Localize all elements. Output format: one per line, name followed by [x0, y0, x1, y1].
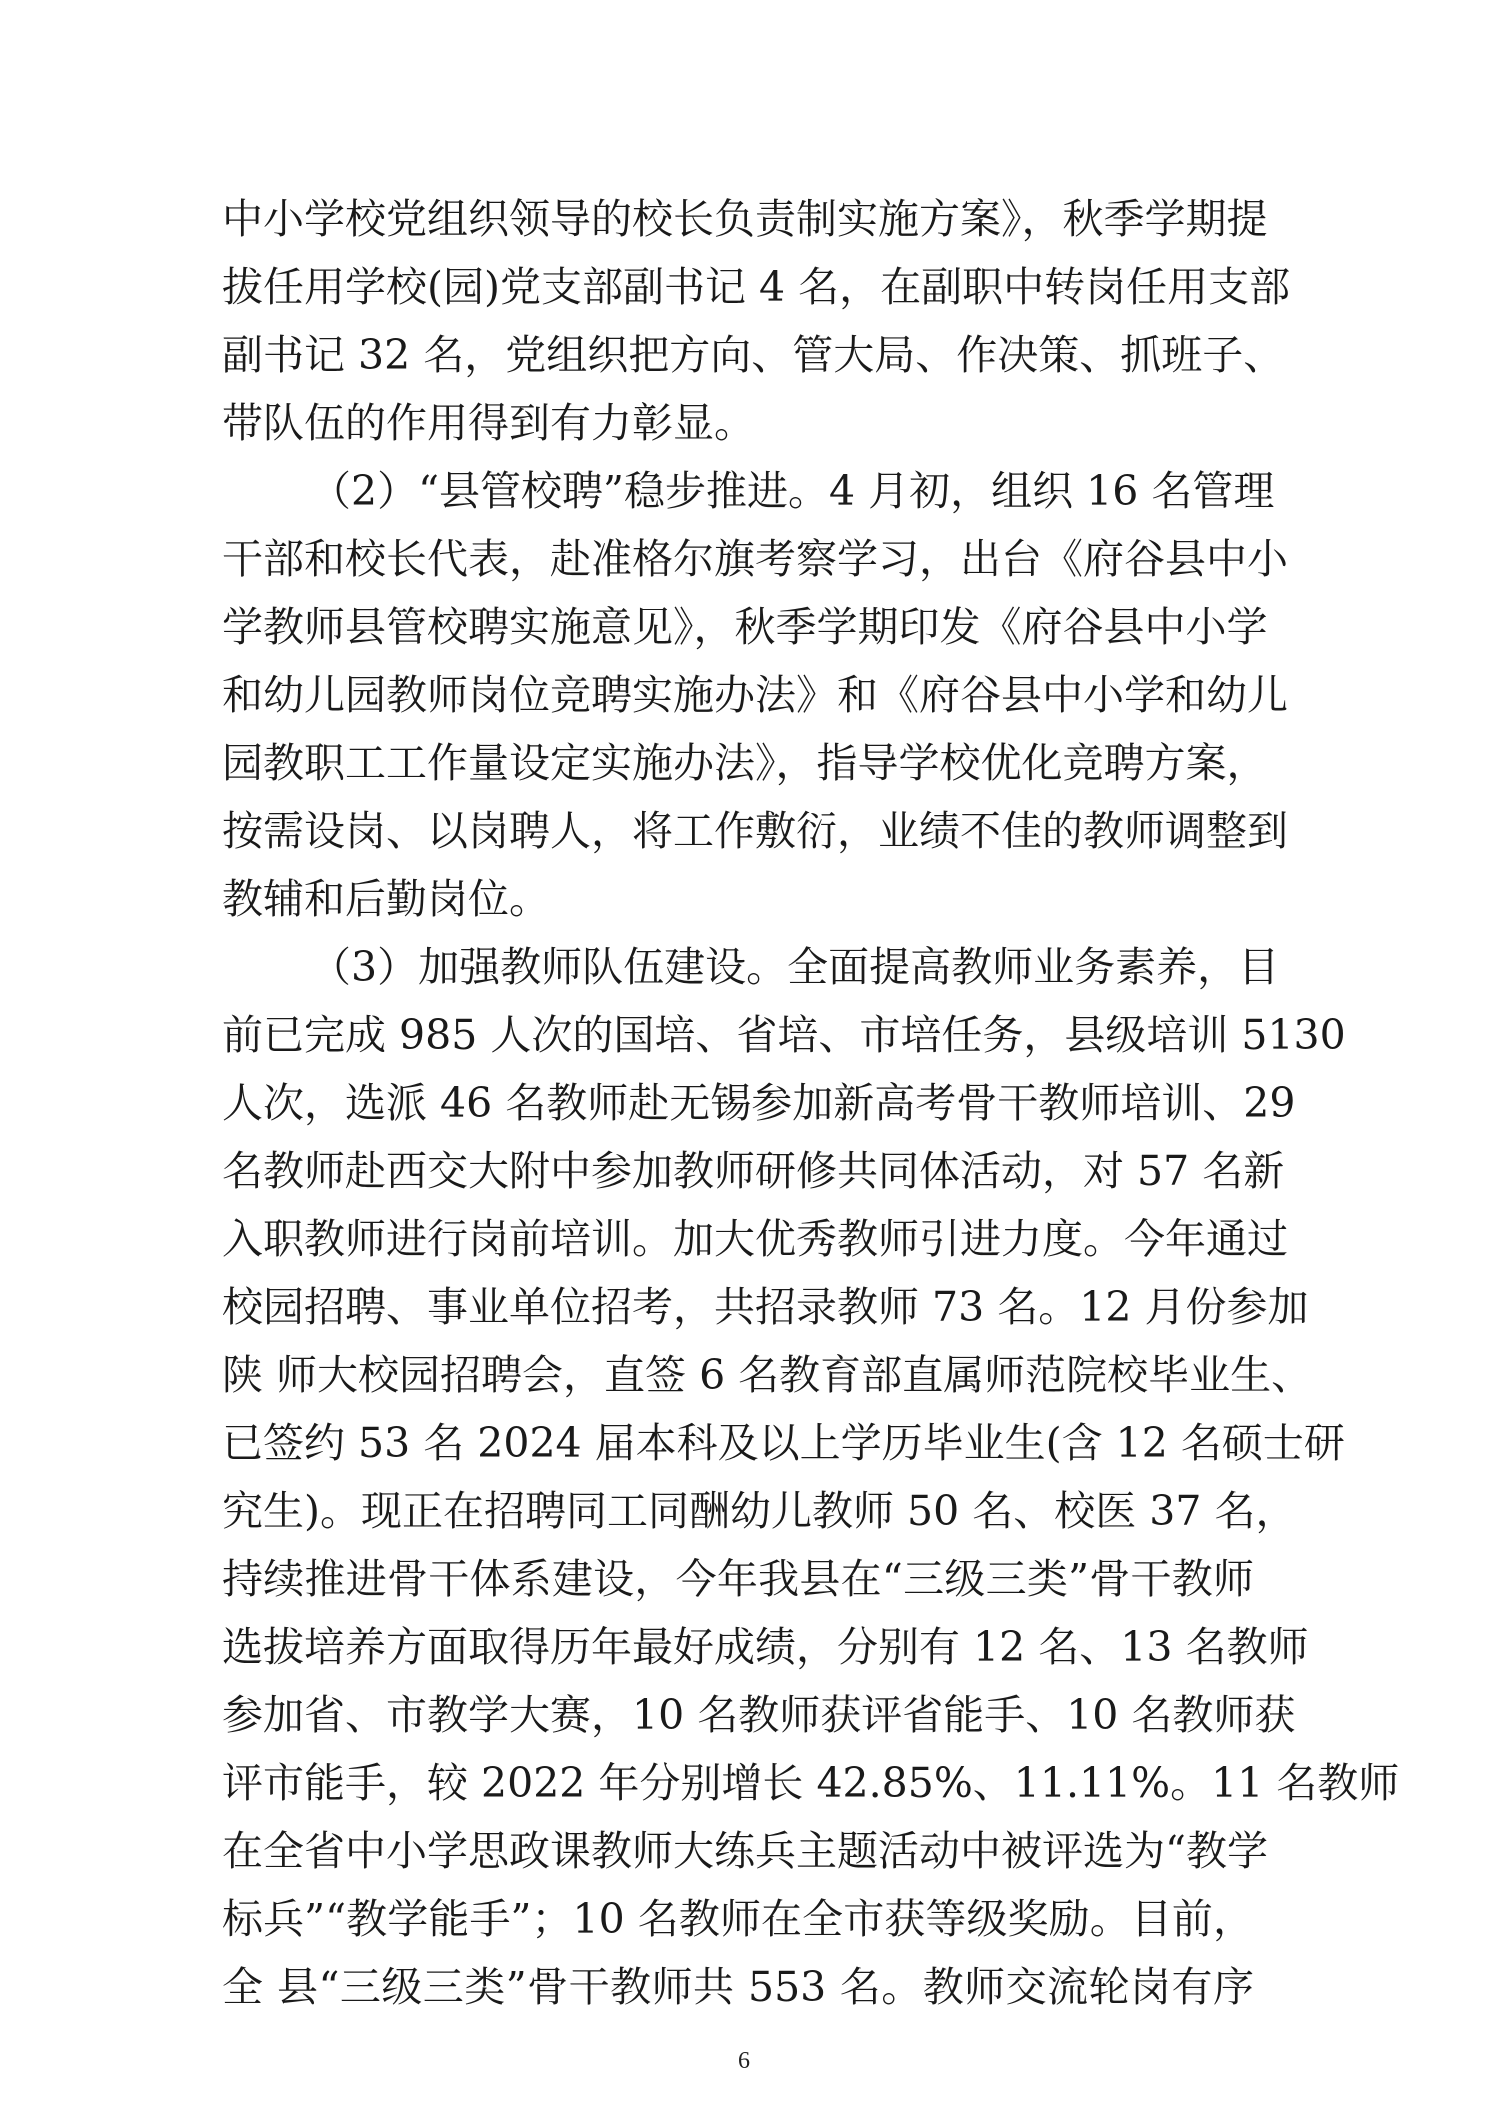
page-number: 6 — [738, 2048, 750, 2074]
paragraph-heading-line: （3）加强教师队伍建设。全面提高教师业务素养，目 — [310, 943, 1280, 991]
text-line: 人次，选派 46 名教师赴无锡参加新高考骨干教师培训、29 — [222, 1079, 1296, 1127]
text-line: 和幼儿园教师岗位竞聘实施办法》和《府谷县中小学和幼儿 — [222, 671, 1288, 719]
text-line: 拔任用学校(园)党支部副书记 4 名，在副职中转岗任用支部 — [222, 263, 1291, 311]
text-line: 园教职工工作量设定实施办法》，指导学校优化竞聘方案， — [222, 739, 1268, 787]
text-line: 入职教师进行岗前培训。加大优秀教师引进力度。今年通过 — [222, 1215, 1288, 1263]
text-line: 已签约 53 名 2024 届本科及以上学历毕业生(含 12 名硕士研 — [222, 1419, 1345, 1467]
text-line: 副书记 32 名，党组织把方向、管大局、作决策、抓班子、 — [222, 331, 1285, 379]
text-line: 前已完成 985 人次的国培、省培、市培任务，县级培训 5130 — [222, 1011, 1346, 1059]
text-line: 全 县“三级三类”骨干教师共 553 名。教师交流轮岗有序 — [222, 1963, 1254, 2011]
text-line: 在全省中小学思政课教师大练兵主题活动中被评选为“教学 — [222, 1827, 1268, 1875]
text-line: 带队伍的作用得到有力彰显。 — [222, 399, 755, 447]
text-line: 校园招聘、事业单位招考，共招录教师 73 名。12 月份参加 — [222, 1283, 1309, 1331]
text-line: 陕 师大校园招聘会，直签 6 名教育部直属师范院校毕业生、 — [222, 1351, 1313, 1399]
text-line: 干部和校长代表，赴准格尔旗考察学习，出台《府谷县中小 — [222, 535, 1288, 583]
text-line: 参加省、市教学大赛，10 名教师获评省能手、10 名教师获 — [222, 1691, 1296, 1739]
text-line: 评市能手，较 2022 年分别增长 42.85%、11.11%。11 名教师 — [222, 1759, 1400, 1807]
text-line: 按需设岗、以岗聘人，将工作敷衍，业绩不佳的教师调整到 — [222, 807, 1288, 855]
text-line: 标兵”“教学能手”；10 名教师在全市获等级奖励。目前， — [222, 1895, 1254, 1943]
text-line: 选拔培养方面取得历年最好成绩，分别有 12 名、13 名教师 — [222, 1623, 1309, 1671]
text-line: 教辅和后勤岗位。 — [222, 875, 550, 923]
text-line: 究生)。现正在招聘同工同酬幼儿教师 50 名、校医 37 名， — [222, 1487, 1297, 1535]
paragraph-heading-line: （2）“县管校聘”稳步推进。4 月初，组织 16 名管理 — [310, 467, 1275, 515]
text-line: 中小学校党组织领导的校长负责制实施方案》，秋季学期提 — [222, 195, 1268, 243]
text-line: 名教师赴西交大附中参加教师研修共同体活动，对 57 名新 — [222, 1147, 1285, 1195]
text-line: 学教师县管校聘实施意见》，秋季学期印发《府谷县中小学 — [222, 603, 1268, 651]
text-line: 持续推进骨干体系建设，今年我县在“三级三类”骨干教师 — [222, 1555, 1254, 1603]
